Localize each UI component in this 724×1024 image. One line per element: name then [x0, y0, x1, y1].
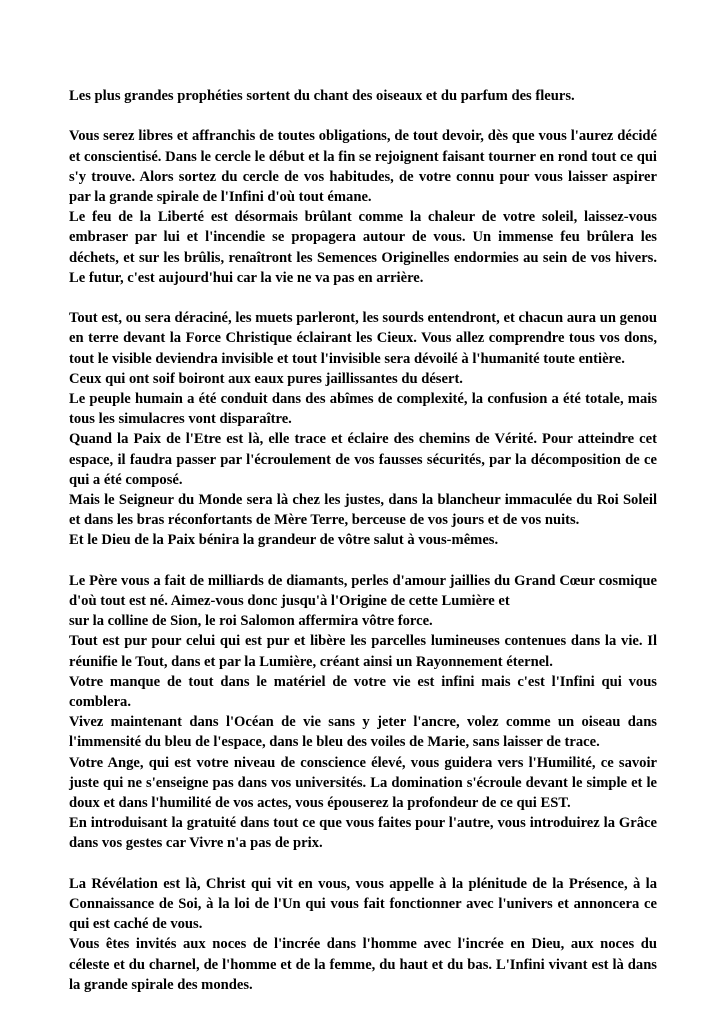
text-line: Le Père vous a fait de milliards de diamants, perles d'amour jaillies du Grand Cœur cosmique d'où tout est né. Aimez-vous donc jusqu'à l'Origine de cette Lumière et	[69, 572, 657, 610]
text-line: Ceux qui ont soif boiront aux eaux pures jaillissantes du désert.	[69, 370, 463, 387]
text-line: Mais le Seigneur du Monde sera là chez les justes, dans la blancheur immaculée du Roi Soleil et dans les bras réconfortants de Mère Terre, berceuse de vos jours et de vos nuits.	[69, 492, 657, 529]
text-line: Tout est pur pour celui qui est pur et libère les parcelles lumineuses contenues dans la vie. Il réunifie le Tout, dans et par la Lumière, créant ainsi un Rayonnement éternel.	[69, 633, 657, 670]
text-line: En introduisant la gratuité dans tout ce que vous faites pour l'autre, vous introduirez la Grâce dans vos gestes car Vivre n'a pas de prix.	[69, 815, 657, 852]
text-line: Et le Dieu de la Paix bénira la grandeur de vôtre salut à vous-mêmes.	[69, 532, 499, 549]
text-line: Quand la Paix de l'Etre est là, elle trace et éclaire des chemins de Vérité. Pour atteindre cet espace, il faudra passer par l'écroulement de vos fausses sécurités, par la décomposition de ce qui a été composé.	[69, 431, 657, 488]
text-line: sur la colline de Sion, le roi Salomon affermira vôtre force.	[69, 613, 433, 630]
text-line: Votre manque de tout dans le matériel de votre vie est infini mais c'est l'Infini qui vous comblera.	[69, 673, 657, 711]
paragraph-1	[69, 126, 657, 288]
paragraph-4	[69, 874, 657, 995]
text-line: Vous êtes invités aux noces de l'incrée dans l'homme avec l'incrée en Dieu, aux noces du céleste et du charnel, de l'homme et de la femme, du haut et du bas. L'Infini vivant est là dans la grande spirale des mondes.	[69, 936, 657, 993]
text-line: Vous serez libres et affranchis de toutes obligations, de tout devoir, dès que vous l'aurez décidé et conscientisé. Dans le cercle le début et la fin se rejoignent faisant tourner en rond tout ce qui s'y trouve. Alors sortez du cercle de vos habitudes, de votre connu pour vous laisser aspirer par la grande spirale de l'Infini d'où tout émane.	[69, 128, 657, 205]
text-line: Le feu de la Liberté est désormais brûlant comme la chaleur de votre soleil, laissez-vous embraser par lui et l'incendie se propagera autour de vous. Un immense feu brûlera les déchets, et sur les brûlis, renaîtront les Semences Originelles endormies au sein de vos hivers. Le futur, c'est aujourd'hui car la vie ne va pas en arrière.	[69, 209, 657, 286]
text-line: Vivez maintenant dans l'Océan de vie sans y jeter l'ancre, volez comme un oiseau dans l'immensité du bleu de l'espace, dans le bleu des voiles de Marie, sans laisser de trace.	[69, 714, 657, 751]
paragraph-3	[69, 571, 657, 854]
text-line: La Révélation est là, Christ qui vit en vous, vous appelle à la plénitude de la Présence, à la Connaissance de Soi, à la loi de l'Un qui vous fait fonctionner avec l'univers et annoncera ce qui est caché de vous.	[69, 875, 657, 933]
text-line: Le peuple humain a été conduit dans des abîmes de complexité, la confusion a été totale, mais tous les simulacres vont disparaître.	[69, 391, 657, 428]
text-line: Votre Ange, qui est votre niveau de conscience élevé, vous guidera vers l'Humilité, ce savoir juste qui ne s'enseigne pas dans vos universités. La domination s'écroule devant le simple et le doux et dans l'humilité de vos actes, vous épouserez la profondeur de ce qui EST.	[69, 754, 657, 812]
paragraph-2	[69, 308, 657, 550]
document-title: Les plus grandes prophéties sortent du chant des oiseaux et du parfum des fleurs.	[69, 88, 575, 104]
text-line: Tout est, ou sera déraciné, les muets parleront, les sourds entendront, et chacun aura un genou en terre devant la Force Christique éclairant les Cieux. Vous allez comprendre tous vos dons, tout le visible deviendra invisible et tout l'invisible sera dévoilé à l'humanité toute entière.	[69, 310, 657, 367]
